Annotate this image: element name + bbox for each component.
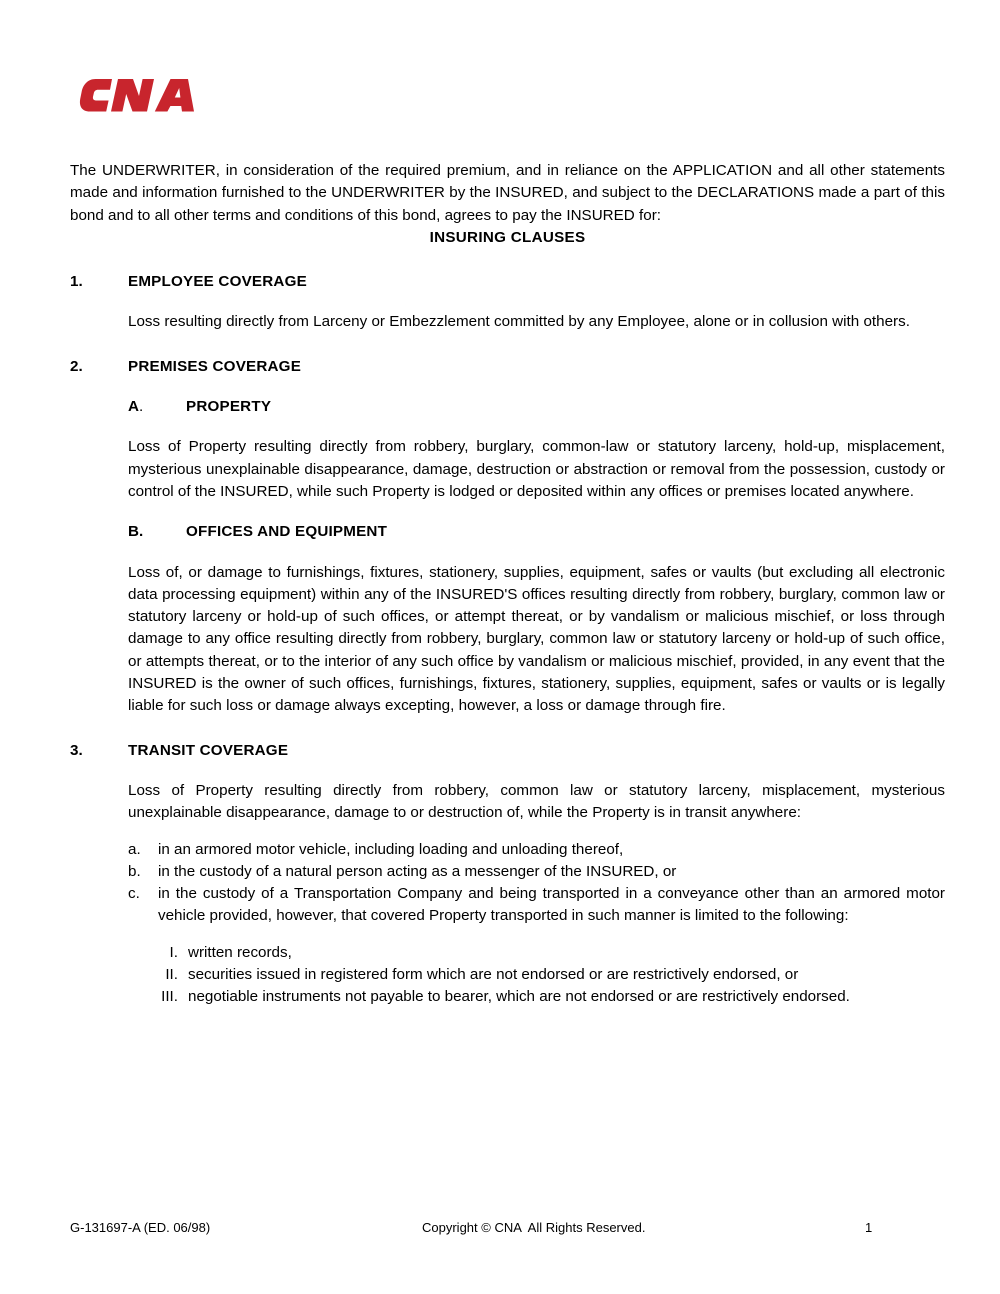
clause-3 — [70, 740, 945, 762]
subclause-2a-body: Loss of Property resulting directly from robbery, burglary, common-law or statutory larceny, hold-up, misplacement, mysterious unexplainable disappearance, damage, destruction or abstraction or removal from the possession, custody or control of the INSURED, while such Property is lodged or deposited within any offices or premises located anywhere. — [128, 438, 945, 500]
alpha-text-b: in the custody of a natural person acting as a messenger of the INSURED, or — [158, 862, 677, 880]
subclause-2b-body: Loss of, or damage to furnishings, fixtures, stationery, supplies, equipment, safes or vaults (but excluding all electronic data processing equipment) within any of the INSURED'S offices resulting directly from robbery, burglary, common law or statutory larceny or hold-up of such offices, or attempt thereat, or by vandalism or malicious mischief, or loss through damage to any office resulting directly from robbery, burglary, common law or statutory larceny or hold-up of such office, or attempts thereat, or to the interior of any such office by vandalism or malicious mischief, provided, in any event that the INSURED is the owner of such offices, furnishings, fixtures, stationery, supplies, equipment, safes or vaults or is legally liable for such loss or damage always excepting, however, a loss or damage through fire. — [128, 563, 945, 715]
roman-text-iii: negotiable instruments not payable to bearer, which are not endorsed or are restrictively endorsed. — [188, 988, 850, 1006]
roman-marker-iii: III. — [161, 988, 178, 1006]
list-item — [128, 883, 945, 928]
clause-1 — [70, 271, 945, 293]
roman-marker-i: I. — [169, 943, 178, 961]
roman-text-i: written records, — [188, 943, 292, 961]
document-body — [70, 160, 945, 1009]
list-item — [158, 942, 945, 964]
alpha-text-a: in an armored motor vehicle, including loading and unloading thereof, — [158, 840, 624, 858]
list-item — [158, 986, 945, 1008]
roman-text-ii: securities issued in registered form which are not endorsed or are restrictively endorsed, or — [188, 966, 799, 984]
subclause-2b-title: OFFICES AND EQUIPMENT — [186, 523, 388, 541]
clause-3-number: 3. — [70, 741, 83, 759]
alpha-marker-c: c. — [128, 885, 140, 903]
list-item — [128, 861, 945, 883]
alpha-marker-a: a. — [128, 840, 141, 858]
cna-logo-icon — [78, 70, 208, 120]
clause-2-title: PREMISES COVERAGE — [128, 357, 302, 375]
transit-roman-list — [70, 942, 945, 1009]
footer-form-number: G-131697-A (ED. 06/98) — [70, 1220, 211, 1235]
alpha-text-c: in the custody of a Transportation Company and being transported in a conveyance other than an armored motor vehicle provided, however, that covered Property transported in such manner is limited to the following: — [158, 885, 945, 925]
roman-marker-ii: II. — [165, 966, 178, 984]
list-item — [158, 964, 945, 986]
cna-logo — [78, 70, 208, 120]
subclause-2a-letter: A. — [128, 398, 144, 416]
footer-copyright: Copyright © CNA All Rights Reserved. — [422, 1220, 646, 1235]
footer-page-number: 1 — [865, 1220, 873, 1235]
subclause-2a-title: PROPERTY — [186, 398, 272, 416]
subclause-2a — [70, 396, 945, 418]
clause-1-title: EMPLOYEE COVERAGE — [128, 273, 307, 291]
clause-2 — [70, 356, 945, 378]
list-item — [128, 839, 945, 861]
alpha-marker-b: b. — [128, 862, 141, 880]
clause-1-number: 1. — [70, 273, 83, 291]
clause-2-number: 2. — [70, 357, 83, 375]
clause-3-body: Loss of Property resulting directly from robbery, common law or statutory larceny, misplacement, mysterious unexplainable disappearance, damage to or destruction of, while the Property is in transit anywhere: — [128, 781, 945, 822]
intro-paragraph: The UNDERWRITER, in consideration of the required premium, and in reliance on the APPLICATION and all other statements made and information furnished to the UNDERWRITER by the INSURED, and subject to the DECLARATIONS made a part of this bond and to all other terms and conditions of this bond, agrees to pay the INSURED for: — [70, 162, 945, 224]
clause-3-title: TRANSIT COVERAGE — [128, 741, 289, 759]
transit-alpha-list — [70, 839, 945, 928]
page-footer — [70, 1218, 945, 1238]
clause-1-body: Loss resulting directly from Larceny or Embezzlement committed by any Employee, alone or in collusion with others. — [128, 313, 910, 331]
insuring-clauses-heading: INSURING CLAUSES — [429, 228, 586, 246]
subclause-2b-letter: B. — [128, 523, 144, 541]
subclause-2b — [70, 521, 945, 543]
